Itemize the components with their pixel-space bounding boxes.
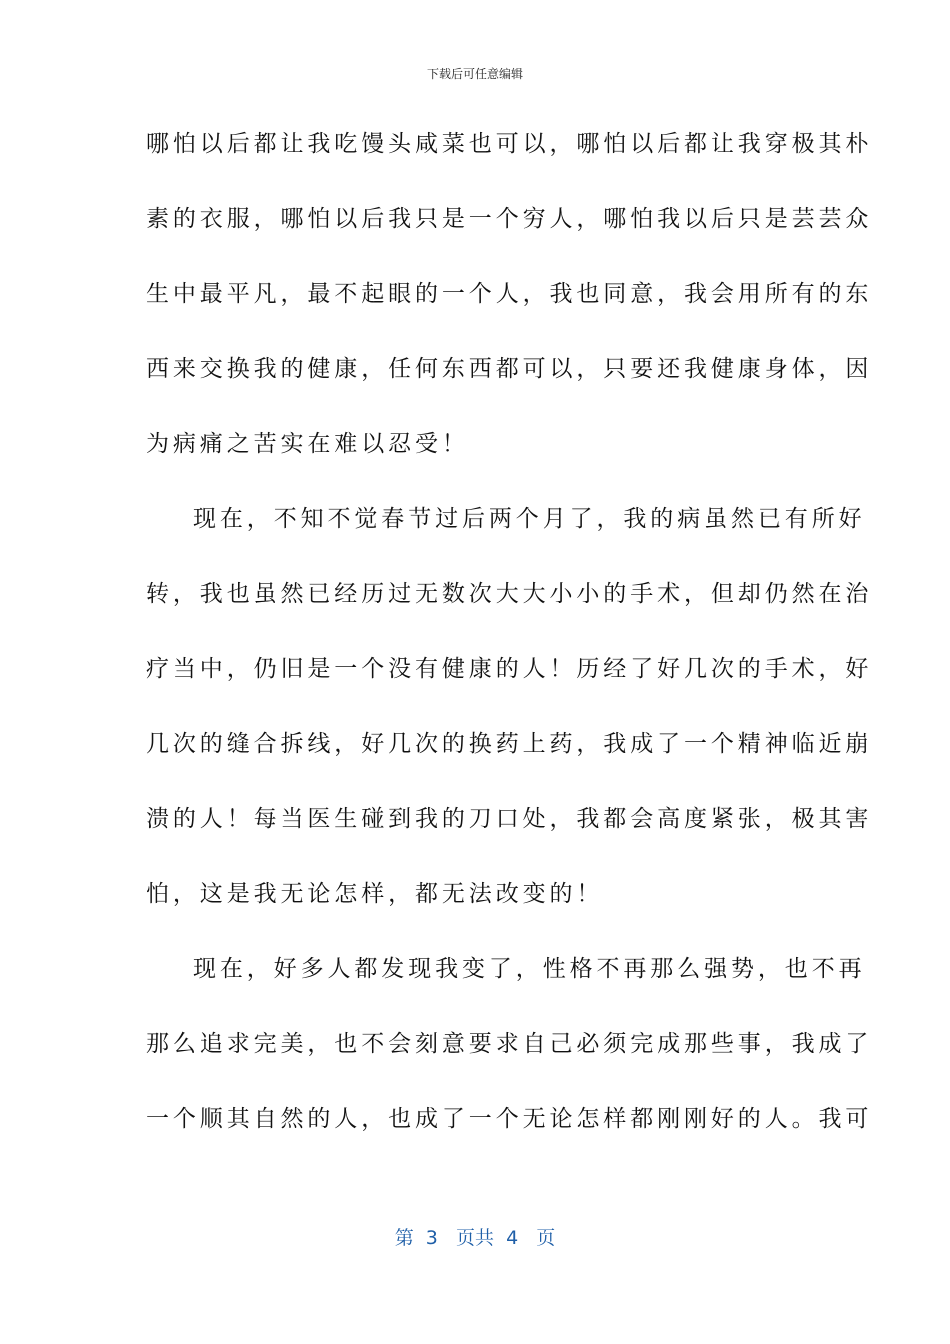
text-line: 疗当中，仍旧是一个没有健康的人！历经了好几次的手术，好 (146, 656, 873, 682)
text-line: 那么追求完美，也不会刻意要求自己必须完成那些事，我成了 (146, 1031, 873, 1057)
text-line: 生中最平凡，最不起眼的一个人，我也同意，我会用所有的东 (146, 281, 873, 307)
text-line: 一个顺其自然的人，也成了一个无论怎样都刚刚好的人。我可 (146, 1106, 873, 1132)
paragraph-first-line: 现在，不知不觉春节过后两个月了，我的病虽然已有所好 (193, 506, 866, 532)
document-body (146, 122, 873, 1172)
page-number-footer: 第 3 页共 4 页 (394, 1227, 556, 1249)
text-line: 怕，这是我无论怎样，都无法改变的！ (146, 881, 604, 907)
text-line: 转，我也虽然已经历过无数次大大小小的手术，但却仍然在治 (146, 581, 873, 607)
text-line: 哪怕以后都让我吃馒头咸菜也可以，哪怕以后都让我穿极其朴 (146, 131, 873, 157)
text-line: 西来交换我的健康，任何东西都可以，只要还我健康身体，因 (146, 356, 873, 382)
text-line: 溃的人！每当医生碰到我的刀口处，我都会高度紧张，极其害 (146, 806, 873, 832)
page-header: 下载后可任意编辑 (426, 67, 523, 81)
text-line: 几次的缝合拆线，好几次的换药上药，我成了一个精神临近崩 (146, 731, 873, 757)
text-line: 为病痛之苦实在难以忍受！ (146, 431, 469, 457)
paragraph-first-line: 现在，好多人都发现我变了，性格不再那么强势，也不再 (193, 956, 866, 982)
text-line: 素的衣服，哪怕以后我只是一个穷人，哪怕我以后只是芸芸众 (146, 206, 873, 232)
